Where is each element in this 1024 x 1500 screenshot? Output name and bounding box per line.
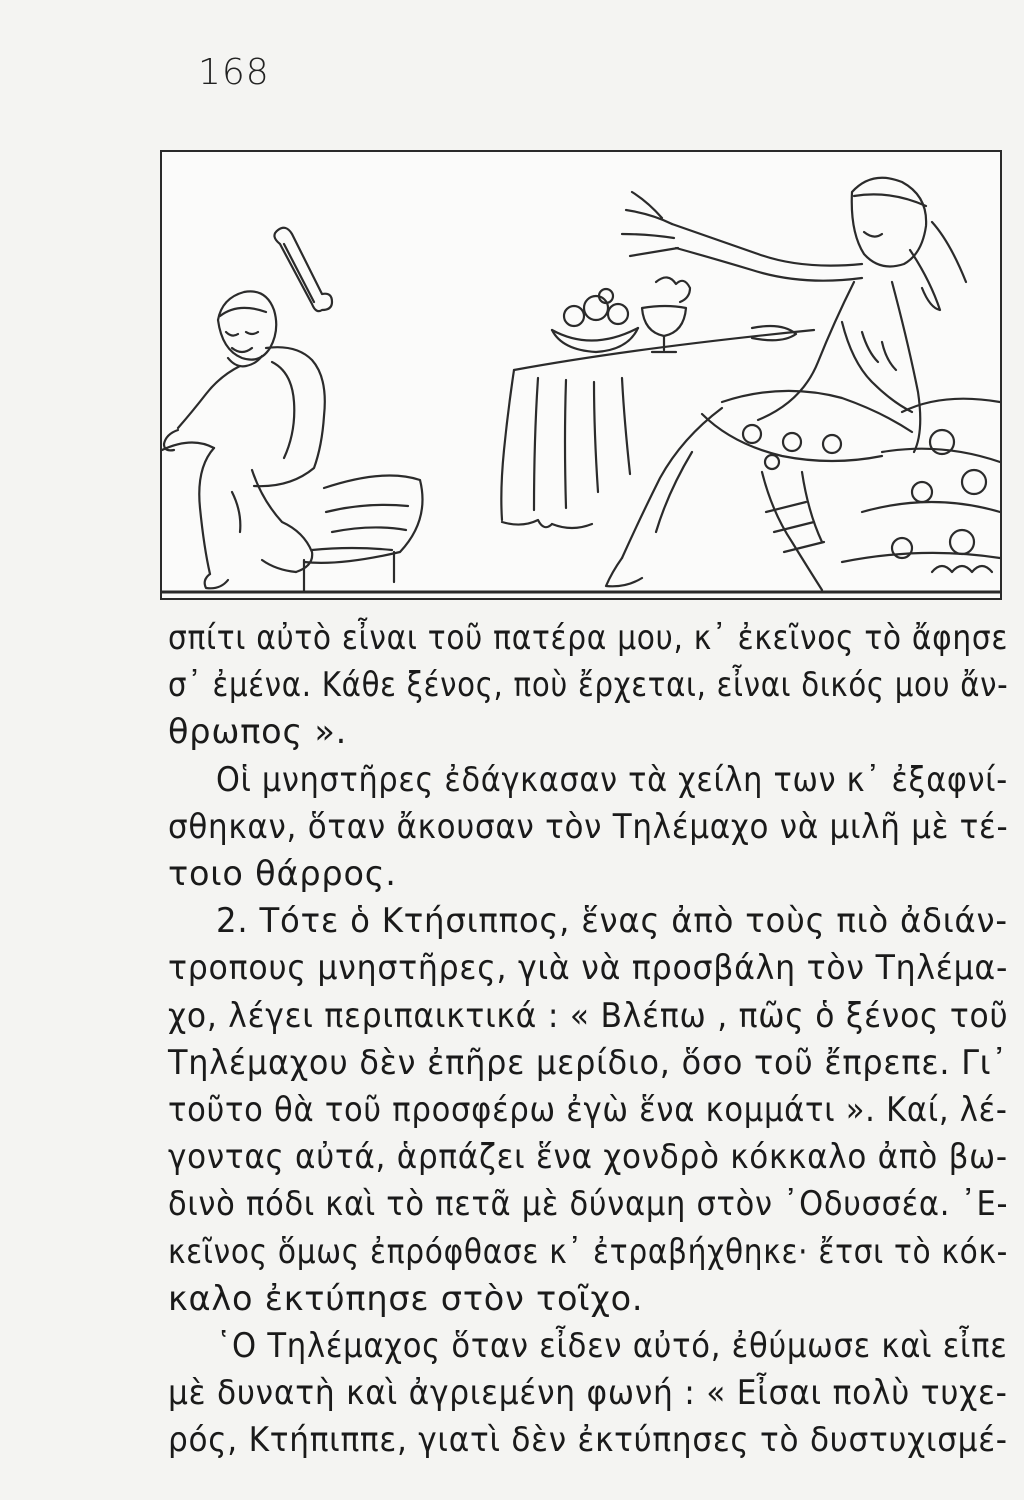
text-line: καλο ἐκτύπησε στὸν τοῖχο. (168, 1278, 644, 1318)
text-line: χο, λέγει περιπαικτικά : « Βλέπω , πῶς ὁ ξένος τοῦ (168, 995, 1009, 1035)
text-line: ῾Ο Τηλέμαχος ὅταν εἶδεν αὐτό, ἐθύμωσε καὶ εἶπε (216, 1326, 1008, 1366)
text-line: σπίτι αὐτὸ εἶναι τοῦ πατέρα μου, κ᾽ ἐκεῖνος τὸ ἄφησε (168, 618, 1009, 657)
seated-beggar-figure (162, 291, 423, 592)
text-line: θρωπος ». (168, 712, 348, 752)
text-line: τροπους μνηστῆρες, γιὰ νὰ προσβάλη τὸν Τηλέμα- (168, 948, 1009, 988)
text-line: δινὸ πόδι καὶ τὸ πετᾶ μὲ δύναμη στὸν ᾽Οδυσσέα. ᾽Ε- (168, 1184, 1009, 1224)
text-line: μὲ δυνατὴ καὶ ἀγριεμένη φωνή : « Εἶσαι πολὺ τυχε- (168, 1373, 1008, 1413)
text-line: Οἱ μνηστῆρες ἐδάγκασαν τὰ χείλη των κ᾽ ἐξαφνί- (216, 759, 1008, 799)
text-line: σθηκαν, ὅταν ἄκουσαν τὸν Τηλέμαχο νὰ μιλῆ μὲ τέ- (168, 806, 1009, 846)
reclining-youth-figure (606, 178, 1000, 590)
bone-icon (274, 228, 332, 311)
illustration (160, 150, 1002, 600)
text-line: 2. Τότε ὁ Κτήσιππος, ἕνας ἀπὸ τοὺς πιὸ ἀδιάν- (216, 901, 1008, 941)
text-line: κεῖνος ὅμως ἐπρόφθασε κ᾽ ἐτραβήχθηκε· ἔτσι τὸ κόκ- (168, 1231, 1009, 1271)
text-line: σ᾽ ἐμένα. Κάθε ξένος, ποὺ ἔρχεται, εἶναι δικός μου ἄν- (168, 665, 1009, 705)
page-number: 168 (198, 52, 270, 93)
text-line: τοιο θάρρος. (168, 854, 397, 894)
text-line: ρός, Κτήπιππε, γιατὶ δὲν ἐκτύπησες τὸ δυστυχισμέ- (168, 1420, 1008, 1460)
text-line: γοντας αὐτά, ἁρπάζει ἕνα χονδρὸ κόκκαλο ἀπὸ βω- (168, 1137, 1008, 1177)
text-line: τοῦτο θὰ τοῦ προσφέρω ἐγὼ ἕνα κομμάτι ». Καί, λέ- (168, 1090, 1008, 1130)
text-line: Τηλέμαχου δὲν ἐπῆρε μερίδιο, ὅσο τοῦ ἔπρεπε. Γι᾽ (168, 1042, 1009, 1082)
body-text (168, 614, 1008, 1464)
